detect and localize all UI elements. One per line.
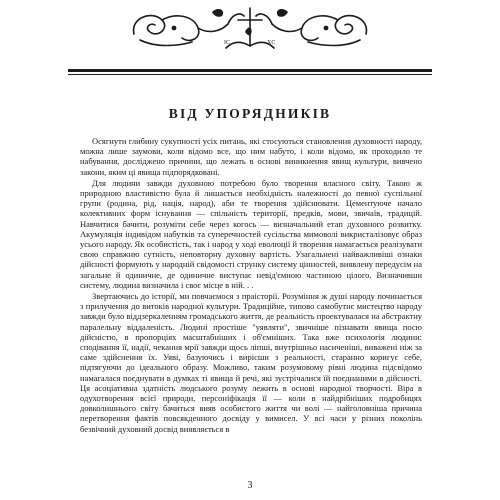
paragraph-2: Для людини завжди духовною потребою було творення власного світу. Такою ж природною властивістю була й лишається необхідність належності до певної суспільної групи (родина, рід, нація, народ), аби те творення здійснювати. Цементуюче начало колективних форм існування — спільність території, предків, мови, звичаїв, традицій. Навчитися бачити, розуміти себе через когось — визначальний етап духовного розвитку. Акумуляція індивідом набутків та суперечностей сусільства мимоволі викристалізовує образ усього народу. Як особистість, так і народ у ході еволюції й творення намагається реалізувати свою справжню сутність, неповторну духовну вартість. Узагальнені найважливіші ознаки дійсності формують у народній свідомості струнку систему цінностей, виявлену передусім на загальне й одиничне, де одиничне виступає невід'ємною частиною цілого. Визначивши систему, людина визначила і своє місце в ній. . . [80, 177, 422, 290]
floral-ornament-icon [128, 4, 372, 50]
section-title: ВІД УПОРЯДНИКІВ [168, 106, 332, 121]
page-number: 3 [247, 480, 253, 491]
ornament-initials-right: XC [267, 40, 276, 46]
paragraph-1: Осягнути глибину сукупності усіх питань, які стосуються становлення духовності народу, можна лише заумови, коли відомо все, що ним набуто, і коли відомо, як проходило те набування, досліджено причини, що лежать в основі виникнення явищ культури, вивчено закони, яким ці явища підпорядковані. [80, 136, 422, 177]
paragraph-3: Звертаючись до історії, ми повчаємося з праісторії. Розуміння ж душі народу починається з прилучення до витоків народної культури. Традиційне, типово самобутнє мистецтво народу завжди було віддзеркаленням громадського життя, де реальність проектувалася на абстрактну паралельну віддаленість. Людині простіше "уявляти", звичніше пізнавати явища посю дійсністю, в пропорціях масштабніших і об'ємніших. Така вже психологія людини: сподівання її, надії, чекання мрії завжди щось ліпші, внутрішньо насиченіші, виважені ніж за саме здійснення їх. Уяві, базуючись і вирісши з реальності, старанно коригує себе, підтягуючи до ідеального образу. Можливо, таким розумовому рівні людина підсвідомо намагалася поєднувати в думках ті явища й речі, які зустрічалися їй поєднаними в дійсності. Ця асоціативна здатність людського розуму лежить в основі народної творчості. Віра в одухотворення всієї природи, персоніфікація її — коли в найдрібніших подробицях довколишнього світу бачиться вияв особистого життя чи волі — найголовніша причина перетворення фактів повсякденного досвіду у вимисел. У всі часи у різних поколінь безвічний духовний досвід виявляється в [80, 291, 422, 434]
header-rule-thick [68, 69, 432, 72]
body-text [80, 136, 422, 435]
header-rule-thin [68, 74, 432, 75]
ornament-initials-left: IC [224, 40, 230, 46]
